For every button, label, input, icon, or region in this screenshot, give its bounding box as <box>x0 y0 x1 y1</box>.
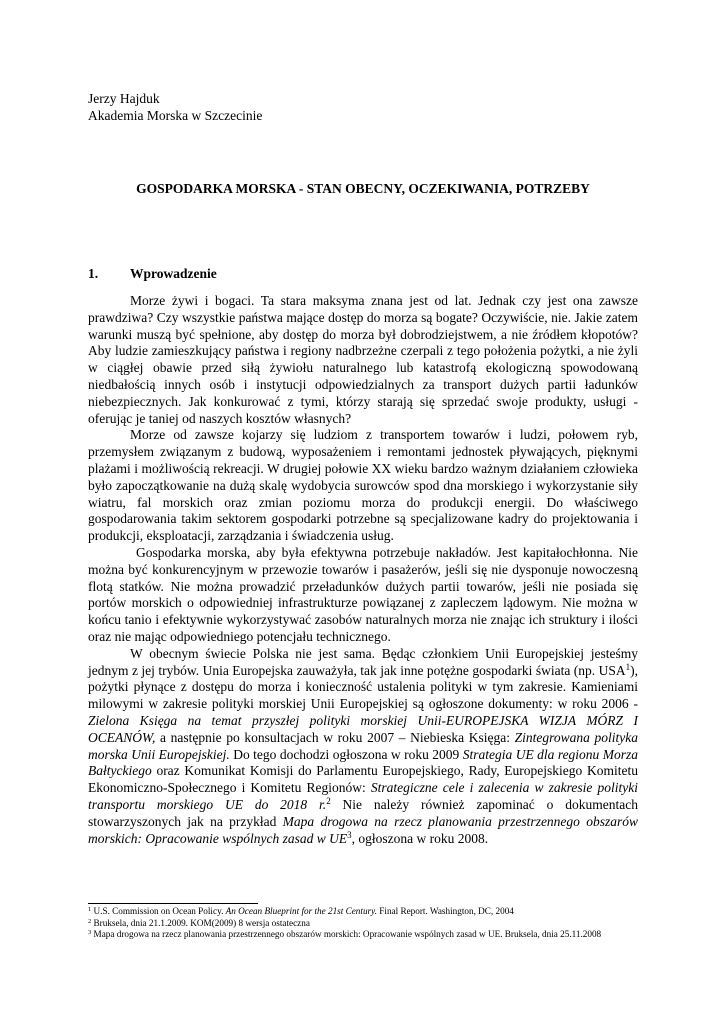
author-block <box>88 91 262 125</box>
body-text <box>88 293 638 847</box>
footnote-1: $^1$ U.S. Commission on Ocean Policy. An Ocean Blueprint for the 21st Century. Final Report. Washington, DC, 2004 <box>88 906 514 916</box>
doc-title-transport-goals: Strategiczne cele i zalecenia w zakresie polityki transportu morskiego UE do 2018 r. <box>88 780 639 812</box>
doc-title-roadmap: Mapa drogowa na rzecz planowania przestrzennego obszarów morskich: Opracowanie wspólnych zasad w UE <box>88 813 638 846</box>
paragraph-3: Gospodarka morska, aby była efektywna potrzebuje nakładów. Jest kapitałochłonna. Nie można być konkurencyjnym w przewozie towarów i pasażerów, jeśli się nie dysponuje nowoczesną flotą statków. Nie można prowadzić przeładunków dużych partii towarów, jeśli nie posiada się portów morskich o odpowiedniej infrastrukturze powiązanej z zapleczem lądowym. Nie można w końcu tanio i efektywnie wykorzystywać zasobów naturalnych morza nie znając ich struktury i ilości oraz nie mając odpowiedniego potencjału technicznego. <box>88 544 638 644</box>
author-affiliation: Akademia Morska w Szczecinie <box>88 108 263 123</box>
paragraph-2: Morze od zawsze kojarzy się ludziom z transportem towarów i ludzi, połowem ryb, przemysłem związanym z budową, wyposażeniem i remontami jednostek pływających, pięknymi plażami i możliwością rekreacji. W drugiej połowie XX wieku bardzo ważnym działaniem człowieka było zapoczątkowanie na dużą skalę wydobycia surowców spod dna morskiego i wykorzystanie siły wiatru, fal morskich oraz zmian poziomu morza do produkcji energii. Do właściwego gospodarowania takim sektorem gospodarki potrzebne są specjalizowane kadry do projektowania i produkcji, eksploatacji, zarządzania i świadczenia usług. <box>88 427 638 544</box>
doc-title-blue-book: Zintegrowana polityka morska Unii Europejskiej. <box>88 729 638 762</box>
section-number: 1. <box>88 266 99 281</box>
section-heading <box>88 266 217 283</box>
footnote-separator <box>88 903 258 904</box>
footnote-2: $^2$ Bruksela, dnia 21.1.2009. KOM(2009) 8 wersja ostateczna <box>88 917 310 928</box>
paragraph-1: Morze żywi i bogaci. Ta stara maksyma znana jest od lat. Jednak czy jest ona zawsze prawdziwa? Czy wszystkie państwa mające dostęp do morza są bogate? Oczywiście, nie. Jakie zatem warunki muszą być spełnione, aby dostęp do morza był dobrodziejstwem, a nie źródłem kłopotów? Aby ludzie zamieszkujący państwa i regiony nadbrzeżne czerpali z tego położenia pożytki, a nie żyli w ciągłej obawie przed siłą żywiołu naturalnego lub katastrofą ekologiczną spowodowaną niedbałością innych osób i instytucji odpowiedzialnych za transport dużych partii ładunków niebezpiecznych. Jak konkurować z tymi, którzy starają się sprzedać swoje produkty, usługi - oferując je taniej od naszych kosztów własnych? <box>88 293 638 426</box>
doc-title-green-paper: Zielona Księga na temat przyszłej polityki morskiej Unii-EUROPEJSKA WIZJA MÓRZ I OCEANÓW, <box>88 712 638 745</box>
section-title: Wprowadzenie <box>130 266 217 281</box>
author-name: Jerzy Hajduk <box>88 91 160 106</box>
footnote-ref-3[interactable]: 3 <box>347 829 352 840</box>
footnotes <box>88 906 648 941</box>
paragraph-4: W obecnym świecie Polska nie jest sama. Będąc członkiem Unii Europejskiej jesteśmy jednym z jej trybów. Unia Europejska zauważyła, tak jak inne potężne gospodarki świata (np. USA$^1$), pożytki płynące z dostępu do morza i konieczność ustalenia polityki w tym zakresie. Kamieniami milowymi w zakresie polityki morskiej Unii Europejskiej są ogłoszone dokumenty: w roku 2006 - Zielona Księga na temat przyszłej polityki morskiej Unii-EUROPEJSKA WIZJA MÓRZ I OCEANÓW, a następnie po konsultacjach w roku 2007 – Niebieska Księga: Zintegrowana polityka morska Unii Europejskiej. Do tego dochodzi ogłoszona w roku 2009 Strategia UE dla regionu Morza Bałtyckiego oraz Komunikat Komisji do Parlamentu Europejskiego, Rady, Europejskiego Komitetu Ekonomiczno-Społecznego i Komitetu Regionów: Strategiczne cele i zalecenia w zakresie polityki transportu morskiego UE do 2018 r.$^2$ Nie należy również zapominać o dokumentach stowarzyszonych jak na przykład Mapa drogowa na rzecz planowania przestrzennego obszarów morskich: Opracowanie wspólnych zasad w $UE^3$, ogłoszona w roku 2008. <box>88 645 639 846</box>
doc-title-baltic-strategy: Strategia UE dla regionu Morza Bałtyckiego <box>88 746 639 779</box>
footnote-ref-2[interactable]: 2 <box>326 795 331 806</box>
footnote-3: $^3$ Mapa drogowa na rzecz planowania przestrzennego obszarów morskich: Opracowanie wspólnych zasad w UE. Bruksela, dnia 25.11.2008 <box>88 929 602 940</box>
paper-title: GOSPODARKA MORSKA - STAN OBECNY, OCZEKIWANIA, POTRZEBY <box>136 181 590 196</box>
footnote-ref-1[interactable]: 1 <box>625 661 631 672</box>
